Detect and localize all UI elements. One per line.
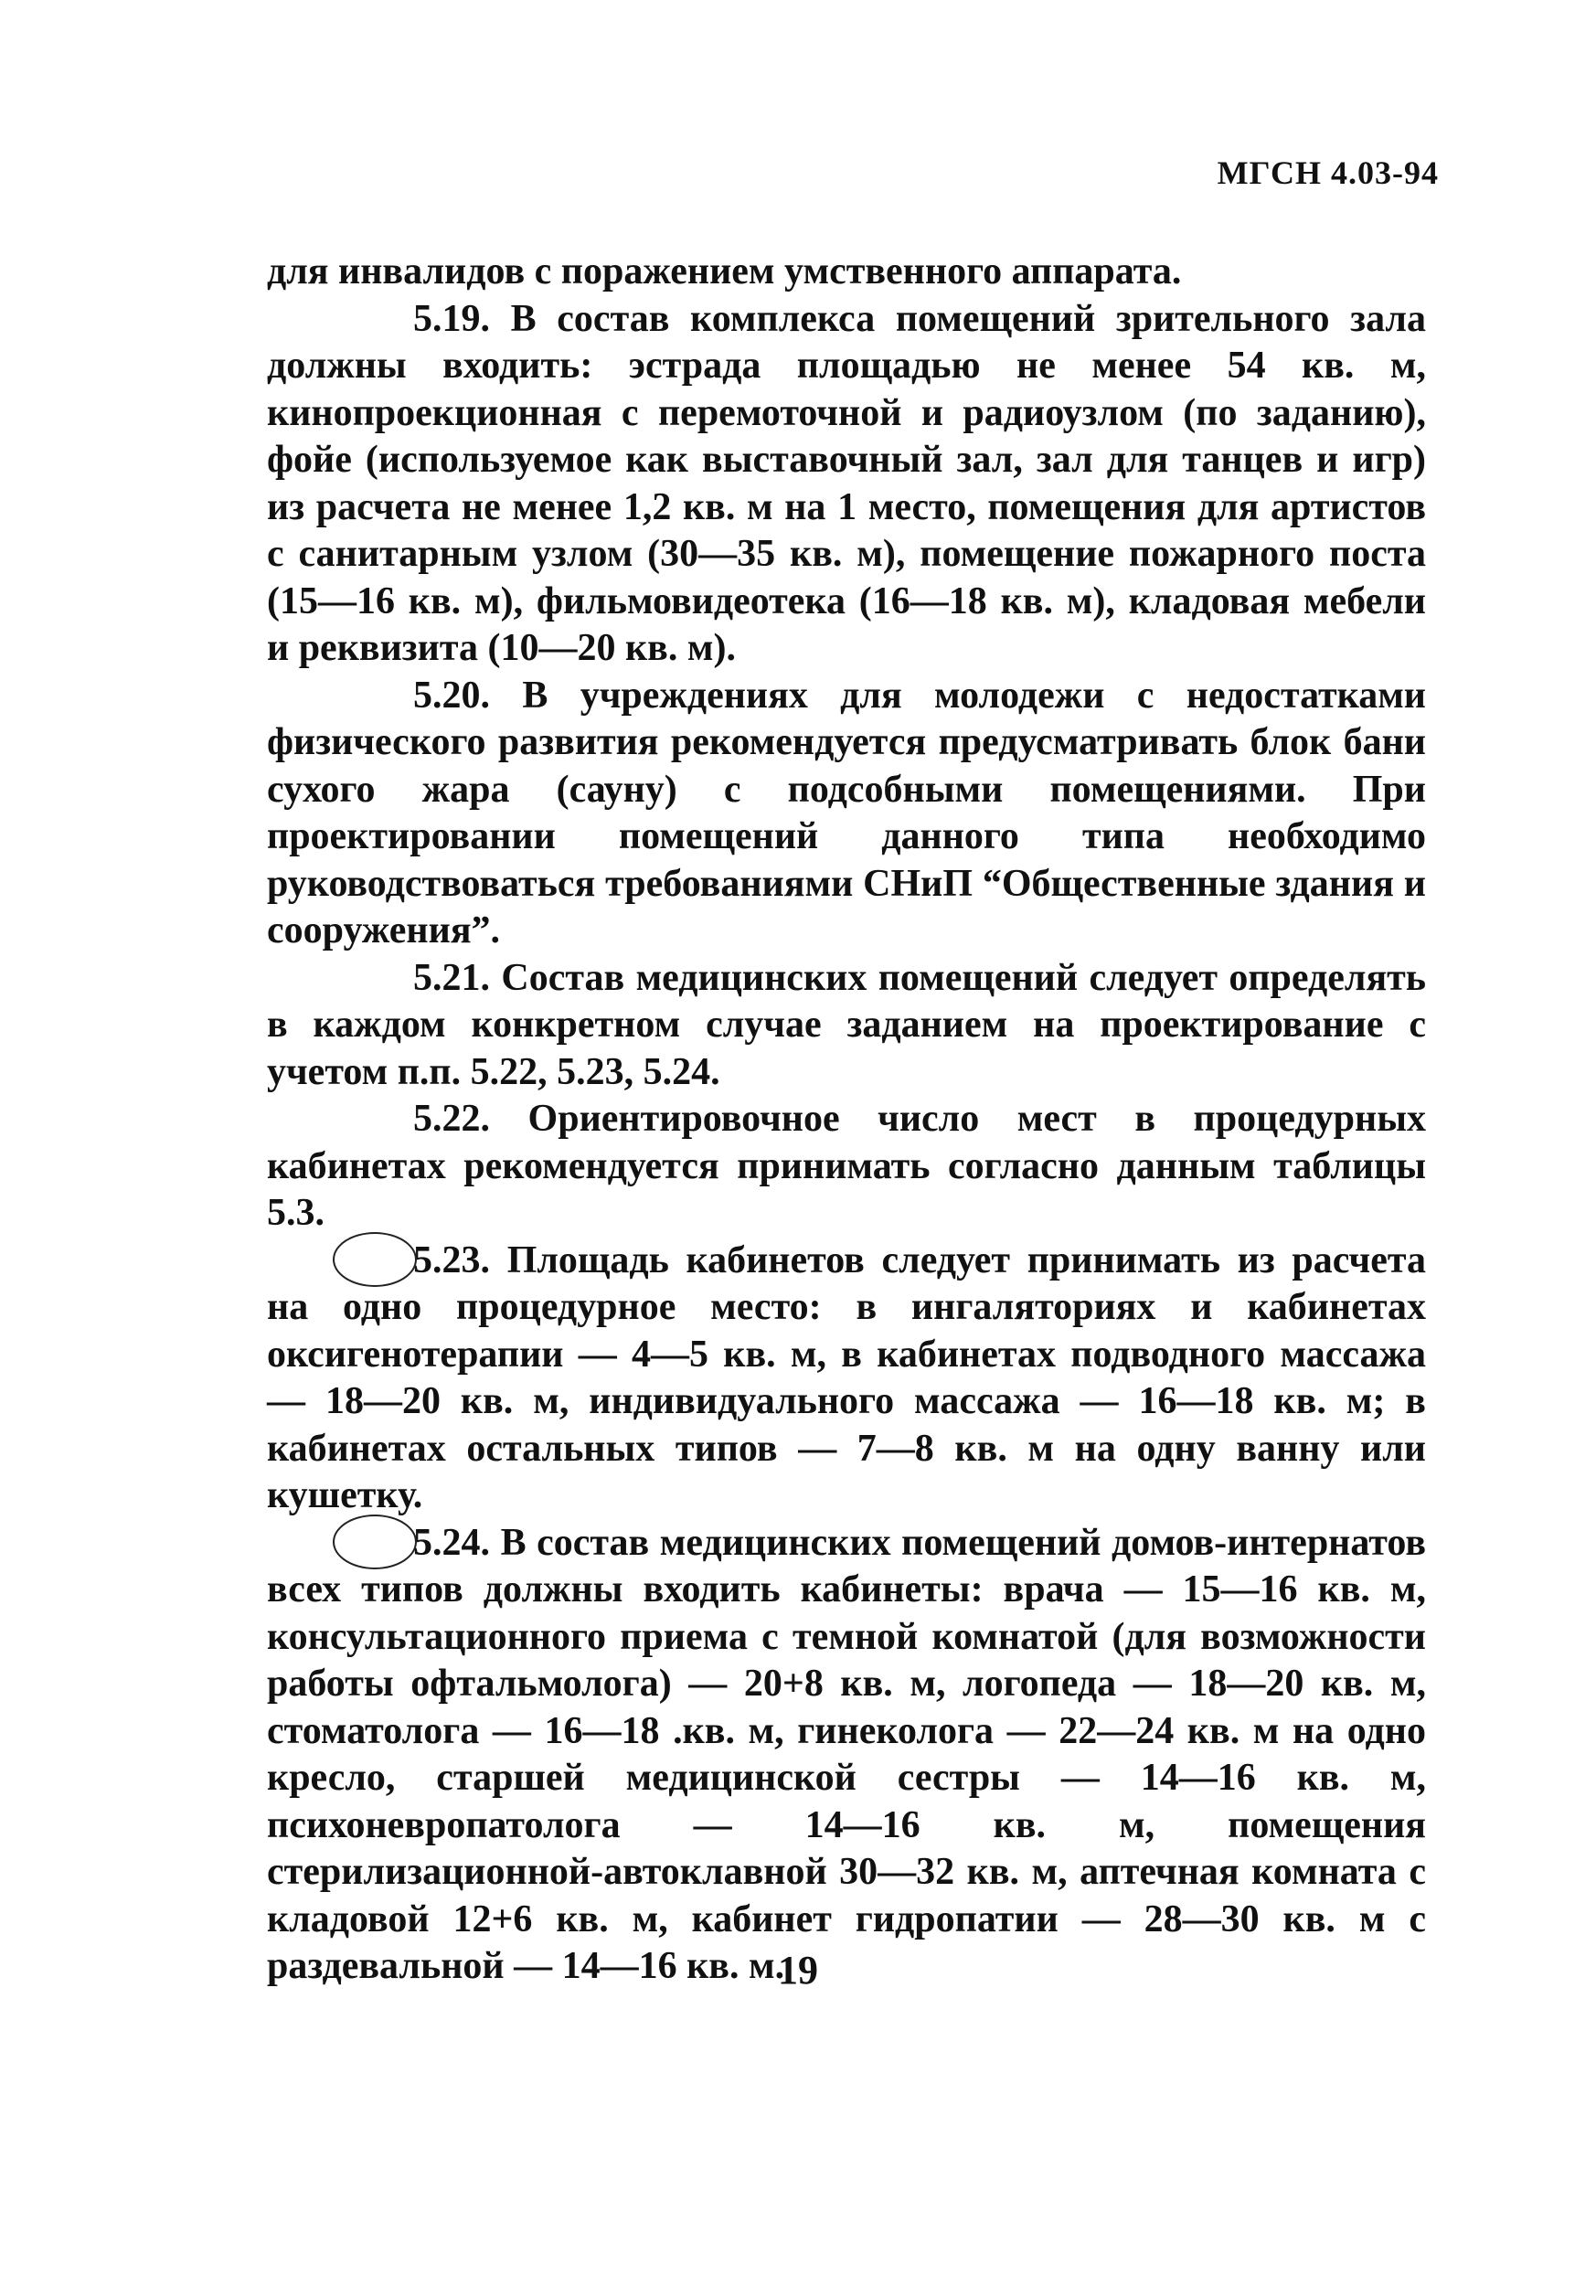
paragraph-text: Состав медицинских помещений следует определять в каждом конкретном случае заданием на проектирование с учетом п.п. 5.22, 5.23, 5.24.	[267, 956, 1427, 1093]
paragraph-5-23	[267, 1238, 1426, 1520]
clause-number: 5.21.	[413, 956, 490, 999]
paragraph-text: Площадь кабинетов следует принимать из расчета на одно процедурное место: в ингаляториях и кабинетах оксигенотерапии — 4—5 кв. м, в кабинетах подводного массажа — 18—20 кв. м, индивидуального массажа — 16—18 кв. м; в кабинетах остальных типов — 7—8 кв. м на одну ванну или кушетку.	[267, 1238, 1427, 1516]
paragraph-text: В состав комплекса помещений зрительного зала должны входить: эстрада площадью не менее 54 кв. м, кинопроекционная с перемоточной и радиоузлом (по заданию), фойе (используемое как выставочный зал, зал для танцев и игр) из расчета не менее 1,2 кв. м на 1 место, помещения для артистов с санитарным узлом (30—35 кв. м), помещение пожарного поста (15—16 кв. м), фильмовидеотека (16—18 кв. м), кладовая мебели и реквизита (10—20 кв. м).	[267, 297, 1426, 669]
page-number: 19	[778, 1948, 818, 1993]
clause-number: 5.19.	[413, 297, 490, 340]
paragraph-5-21	[267, 955, 1426, 1097]
paragraph-continuation	[267, 249, 1426, 296]
clause-number-circled: 5.24.	[340, 1520, 490, 1568]
paragraph-5-19	[267, 296, 1426, 673]
paragraph-text: Ориентировочное число мест в процедурных кабинетах рекомендуется принимать согласно данным таблицы 5.3.	[267, 1098, 1427, 1234]
document-body	[267, 249, 1426, 1991]
clause-number: 5.22.	[413, 1098, 490, 1140]
document-code: МГСН 4.03-94	[1217, 154, 1439, 191]
paragraph-5-24	[267, 1520, 1426, 1991]
paragraph-text: для инвалидов с поражением умственного аппарата.	[267, 250, 1182, 292]
clause-number: 5.20.	[413, 674, 490, 717]
paragraph-text: В состав медицинских помещений домов-интернатов всех типов должны входить кабинеты: врача — 15—16 кв. м, консультационного приема с темной комнатой (для возможности работы офтальмолога) — 20+8 кв. м, логопеда — 18—20 кв. м, стоматолога — 16—18 .кв. м, гинеколога — 22—24 кв. м на одно кресло, старшей медицинской сестры — 14—16 кв. м, психоневропатолога — 14—16 кв. м, помещения стерилизационной-автоклавной 30—32 кв. м, аптечная комната с кладовой 12+6 кв. м, кабинет гидропатии — 28—30 кв. м с раздевальной — 14—16 кв. м.	[267, 1521, 1427, 1987]
clause-number-circled: 5.23.	[340, 1238, 490, 1285]
paragraph-text: В учреждениях для молодежи с недостатками физического развития рекомендуется предусматривать блок бани сухого жара (сауну) с подсобными помещениями. При проектировании помещений данного типа необходимо руководствоваться требованиями СНиП “Общественные здания и сооружения”.	[267, 674, 1427, 951]
paragraph-5-20	[267, 673, 1426, 955]
paragraph-5-22	[267, 1096, 1426, 1238]
